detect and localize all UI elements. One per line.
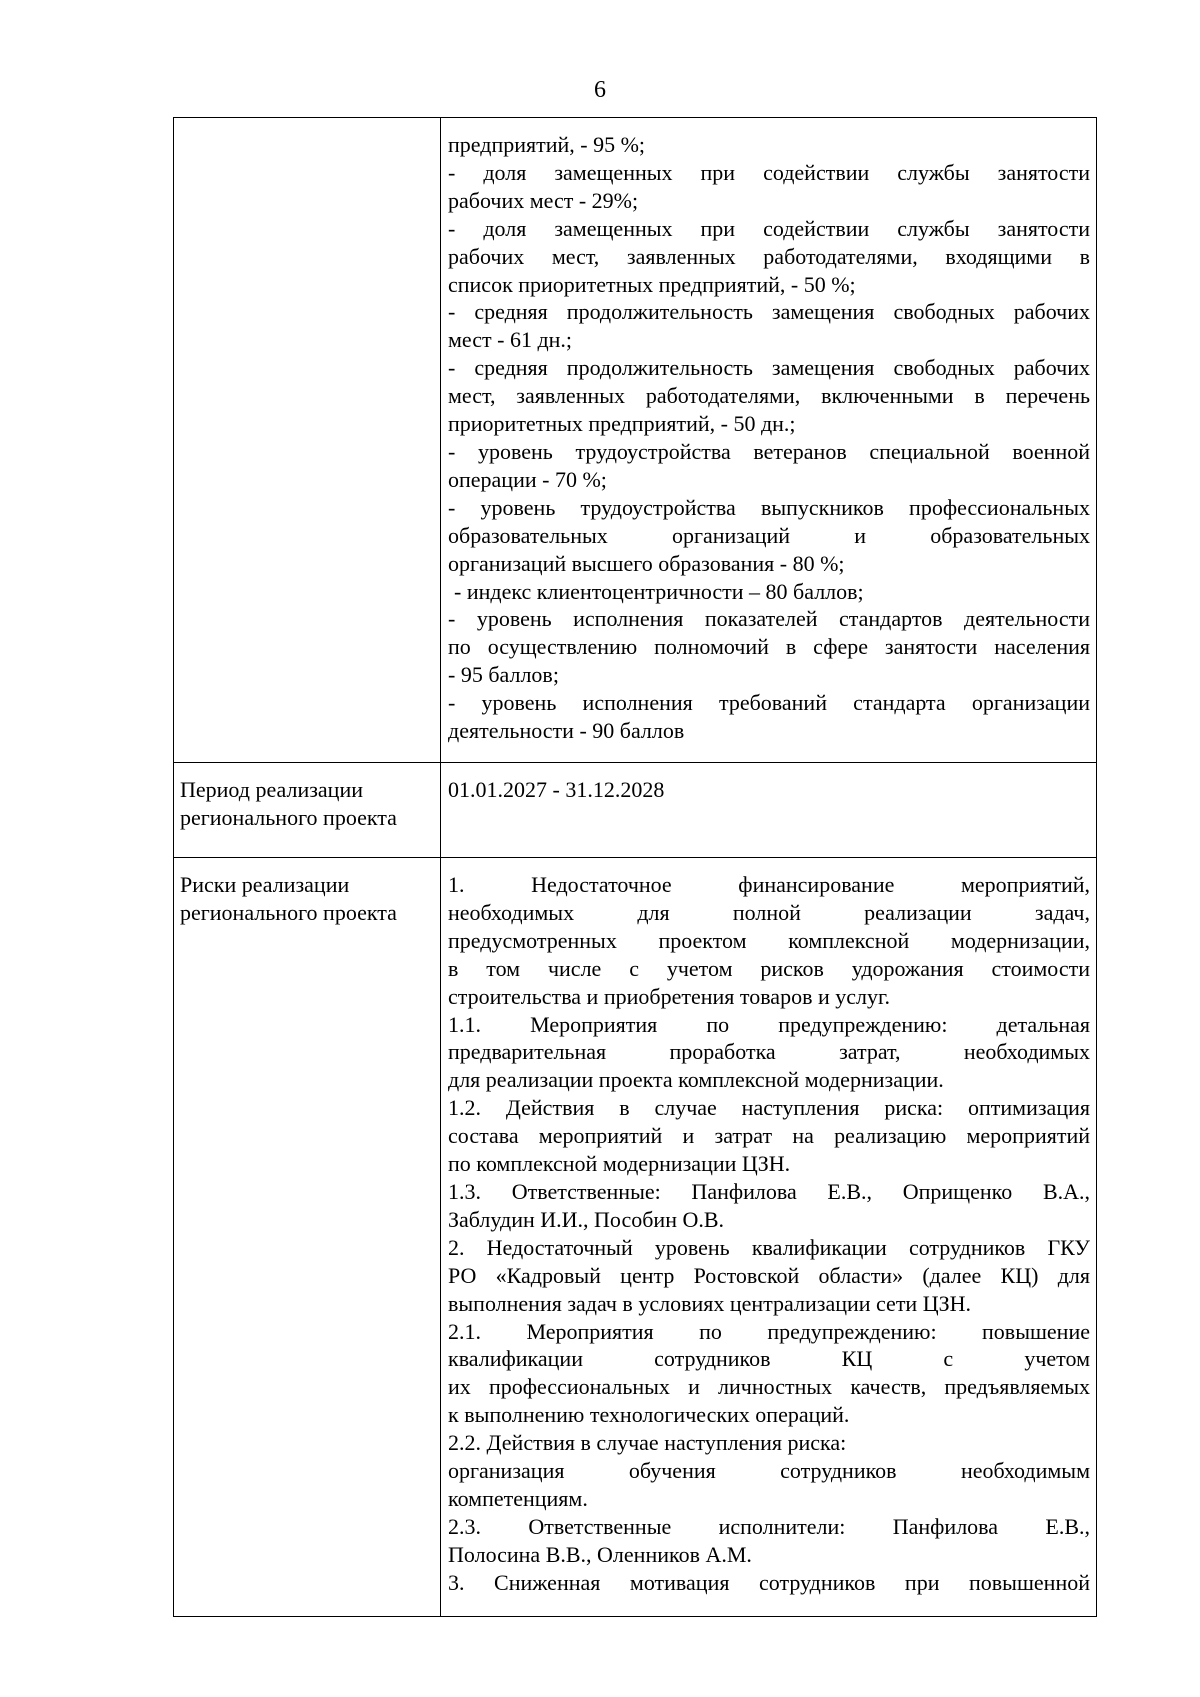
label-cell xyxy=(174,763,441,858)
indicators-text xyxy=(448,131,1090,745)
text-line: - индекс клиентоцентричности – 80 баллов; xyxy=(454,578,864,604)
text-line: Полосина В.В., Оленников А.М. xyxy=(448,1541,752,1567)
text-line: - уровень исполнения показателей стандартов деятельности xyxy=(448,606,1090,632)
text-line: - средняя продолжительность замещения свободных рабочих xyxy=(448,355,1090,381)
label-line: регионального проекта xyxy=(180,899,397,925)
label-line: Период реализации xyxy=(180,777,364,802)
text-line: 2. Недостаточный уровень квалификации сотрудников ГКУ xyxy=(448,1234,1090,1260)
label-cell xyxy=(174,118,441,763)
text-line: в том числе с учетом рисков удорожания стоимости xyxy=(448,955,1090,981)
table-row xyxy=(174,118,1097,763)
period-value xyxy=(448,776,1090,804)
text-line: 3. Сниженная мотивация сотрудников при повышенной xyxy=(448,1569,1090,1595)
passport-table xyxy=(173,117,1097,1617)
text-line: предприятий, - 95 %; xyxy=(448,132,646,157)
text-line: по комплексной модернизации ЦЗН. xyxy=(448,1151,791,1177)
text-line: 1.1. Мероприятия по предупреждению: детальная xyxy=(448,1011,1090,1037)
text-line: мест - 61 дн.; xyxy=(448,327,573,353)
text-line: 1.2. Действия в случае наступления риска: оптимизация xyxy=(448,1095,1090,1121)
text-line: - средняя продолжительность замещения свободных рабочих xyxy=(448,299,1090,325)
text-line: состава мероприятий и затрат на реализацию мероприятий xyxy=(448,1123,1090,1149)
text-line: 2.1. Мероприятия по предупреждению: повышение xyxy=(448,1318,1090,1344)
text-line: образовательных организаций и образовательных xyxy=(448,522,1090,548)
text-line: список приоритетных предприятий, - 50 %; xyxy=(448,271,856,297)
text-line: - уровень исполнения требований стандарта организации xyxy=(448,690,1090,716)
text-line: Заблудин И.И., Пособин О.В. xyxy=(448,1206,725,1232)
text-line: компетенциям. xyxy=(448,1485,588,1511)
page-number: 6 xyxy=(594,77,606,103)
text-line: - 95 баллов; xyxy=(448,662,559,688)
label-line: регионального проекта xyxy=(180,804,397,830)
text-line: выполнения задач в условиях централизации сети ЦЗН. xyxy=(448,1290,972,1316)
text-line: 01.01.2027 - 31.12.2028 xyxy=(448,777,665,802)
text-line: 2.2. Действия в случае наступления риска: xyxy=(448,1430,847,1456)
text-line: РО «Кадровый центр Ростовской области» (далее КЦ) для xyxy=(448,1262,1090,1288)
text-line: - уровень трудоустройства выпускников профессиональных xyxy=(448,494,1090,520)
text-line: - доля замещенных при содействии службы занятости xyxy=(448,159,1090,185)
text-line: по осуществлению полномочий в сфере занятости населения xyxy=(448,634,1090,660)
text-line: мест, заявленных работодателями, включенными в перечень xyxy=(448,383,1090,409)
text-line: деятельности - 90 баллов xyxy=(448,718,685,744)
text-line: строительства и приобретения товаров и услуг. xyxy=(448,983,891,1009)
text-line: - уровень трудоустройства ветеранов специальной военной xyxy=(448,438,1090,464)
text-line: организаций высшего образования - 80 %; xyxy=(448,550,845,576)
text-line: - доля замещенных при содействии службы занятости xyxy=(448,215,1090,241)
text-line: 2.3. Ответственные исполнители: Панфилова Е.В., xyxy=(448,1513,1090,1539)
label-cell xyxy=(174,858,441,1617)
risks-label xyxy=(180,871,434,927)
text-line: операции - 70 %; xyxy=(448,466,607,492)
text-line: рабочих мест - 29%; xyxy=(448,187,639,213)
text-line: 1. Недостаточное финансирование мероприятий, xyxy=(448,872,1090,897)
text-line: к выполнению технологических операций. xyxy=(448,1402,850,1428)
text-line: для реализации проекта комплексной модернизации. xyxy=(448,1067,944,1093)
text-line: необходимых для полной реализации задач, xyxy=(448,899,1090,925)
risks-text xyxy=(448,871,1090,1597)
content-cell xyxy=(441,118,1097,763)
text-line: их профессиональных и личностных качеств, предъявляемых xyxy=(448,1374,1090,1400)
content-cell xyxy=(441,858,1097,1617)
table-row xyxy=(174,858,1097,1617)
table-row xyxy=(174,763,1097,858)
text-line: предварительная проработка затрат, необходимых xyxy=(448,1039,1090,1065)
text-line: предусмотренных проектом комплексной модернизации, xyxy=(448,927,1090,953)
text-line: рабочих мест, заявленных работодателями, входящими в xyxy=(448,243,1090,269)
label-line: Риски реализации xyxy=(180,872,350,897)
content-cell xyxy=(441,763,1097,858)
text-line: 1.3. Ответственные: Панфилова Е.В., Оприщенко В.А., xyxy=(448,1178,1090,1204)
text-line: квалификации сотрудников КЦ с учетом xyxy=(448,1346,1090,1372)
text-line: приоритетных предприятий, - 50 дн.; xyxy=(448,411,796,437)
period-label xyxy=(180,776,434,832)
text-line: организация обучения сотрудников необходимым xyxy=(448,1458,1090,1484)
